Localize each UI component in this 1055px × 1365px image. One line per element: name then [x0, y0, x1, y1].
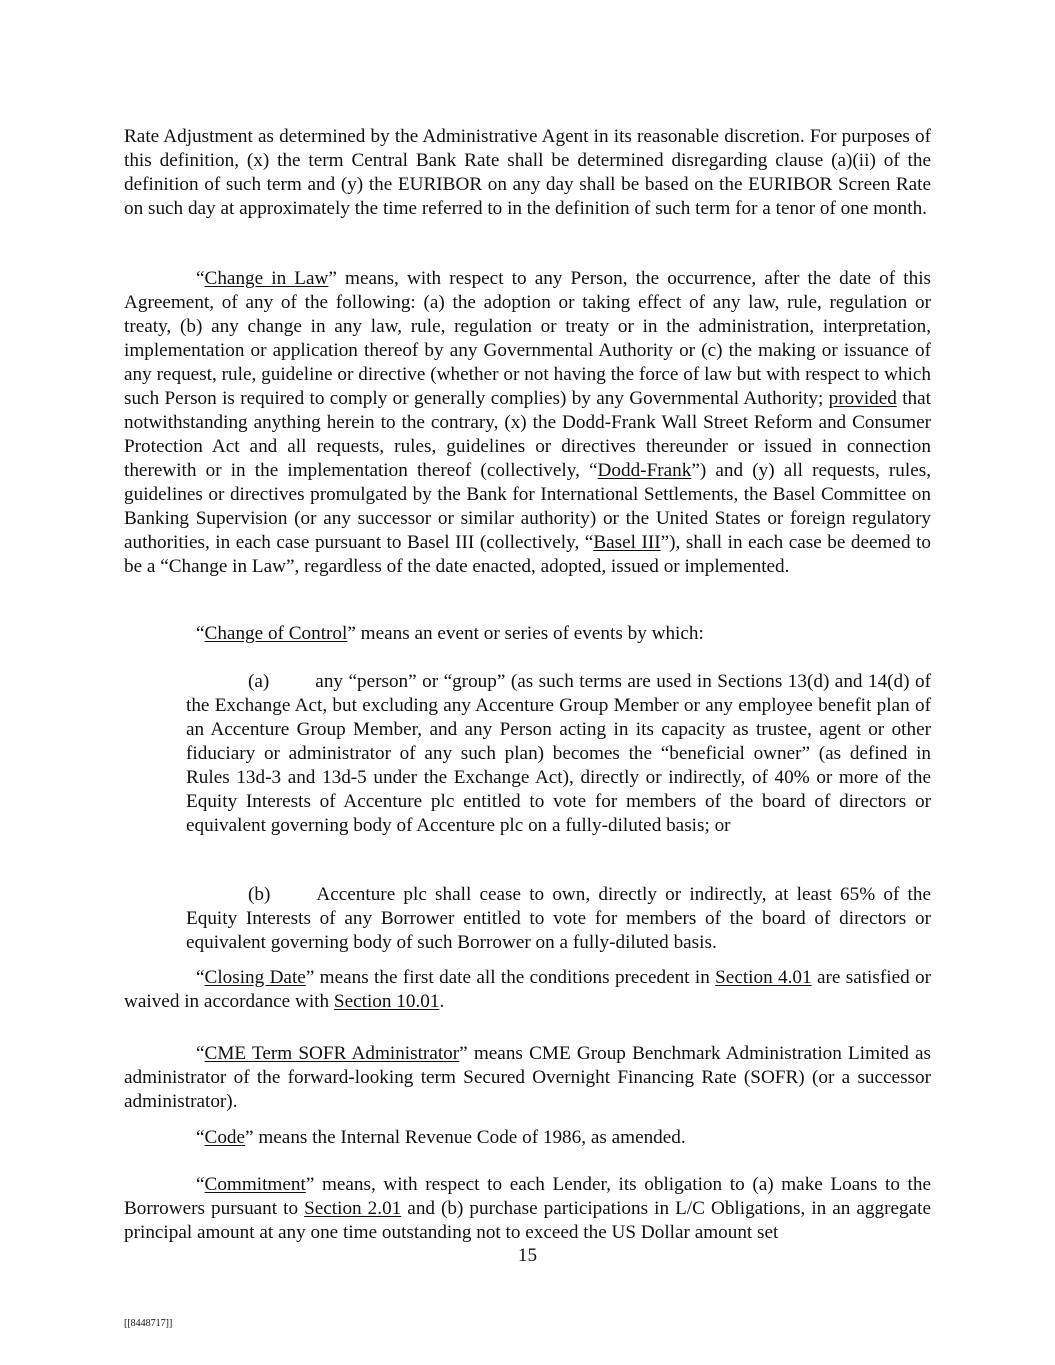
paragraph-text: “ [196, 1043, 205, 1064]
change-of-control-clause-b [186, 883, 931, 955]
paragraph-text: . [439, 991, 445, 1012]
change-of-control-clause-a [186, 670, 931, 838]
defined-term: Basel III [593, 532, 661, 553]
paragraph-text: ” means the first date all the conditions precedent in [305, 967, 716, 988]
paragraph-text: ” means CME Group Benchmark Administration Limited as administrator of the forward-looking term Secured Overnight Financing Rate (SOFR) (or a successor administrator). [124, 1043, 931, 1112]
paragraph-text: ”), shall in each case be deemed to be a “Change in Law”, regardless of the date enacted, adopted, issued or implemented. [124, 532, 931, 577]
defined-term: Closing Date [204, 967, 306, 988]
paragraph-text: ” means the Internal Revenue Code of 1986, as amended. [245, 1127, 686, 1148]
defined-term: Code [204, 1127, 246, 1148]
paragraph-text: and (b) purchase participations in L/C Obligations, in an aggregate principal amount at any one time outstanding not to exceed the US Dollar amount set [124, 1198, 931, 1243]
paragraph-text: “ [196, 1127, 205, 1148]
definition-code [124, 1126, 686, 1150]
document-id: [[8448717]] [124, 1318, 173, 1329]
paragraph-text: are satisfied or waived in accordance with [124, 967, 931, 1012]
defined-term: provided [828, 388, 897, 409]
paragraph-text: “ [196, 1174, 205, 1195]
defined-term: Change in Law [204, 268, 329, 289]
paragraph-text: any “person” or “group” (as such terms are used in Sections 13(d) and 14(d) of the Exchange Act, but excluding any Accenture Group Member or any employee benefit plan of an Accenture Group Member, and any Person acting in its capacity as trustee, agent or other fiduciary or administrator of any such plan) becomes the “beneficial owner” (as defined in Rules 13d-3 and 13d-5 under the Exchange Act), directly or indirectly, of 40% or more of the Equity Interests of Accenture plc entitled to vote for members of the board of directors or equivalent governing body of Accenture plc on a fully-diluted basis; or [186, 671, 931, 836]
definition-cme-term-sofr-administrator [124, 1042, 931, 1114]
paragraph-text: ” means an event or series of events by which: [347, 623, 704, 644]
defined-term: Change of Control [204, 623, 348, 644]
paragraph-text: ” means, with respect to any Person, the occurrence, after the date of this Agreement, of any of the following: (a) the adoption or taking effect of any law, rule, regulation or treaty, (b) any change in any law, rule, regulation or treaty or in the administration, interpretation, implementation or application thereof by any Governmental Authority or (c) the making or issuance of any request, rule, guideline or directive (whether or not having the force of law but with respect to which such Person is required to comply or generally complies) by any Governmental Authority; [124, 268, 931, 409]
paragraph-text: “ [196, 268, 205, 289]
clause-label: (a) [248, 671, 270, 692]
defined-term: Dodd-Frank [597, 460, 692, 481]
defined-term: Commitment [204, 1174, 306, 1195]
defined-term: Section 10.01 [333, 991, 440, 1012]
definition-change-in-law [124, 267, 931, 579]
definition-change-of-control [124, 622, 704, 646]
clause-label: (b) [248, 884, 271, 905]
page-number: 15 [517, 1245, 538, 1266]
defined-term: CME Term SOFR Administrator [204, 1043, 460, 1064]
paragraph-text: ”) and (y) all requests, rules, guidelines or directives promulgated by the Bank for International Settlements, the Basel Committee on Banking Supervision (or any successor or similar authority) or the United States or foreign regulatory authorities, in each case pursuant to Basel III (collectively, “ [124, 460, 931, 553]
paragraph-text: Accenture plc shall cease to own, directly or indirectly, at least 65% of the Equity Interests of any Borrower entitled to vote for members of the board of directors or equivalent governing body of such Borrower on a fully-diluted basis. [186, 884, 931, 953]
paragraph-text: “ [196, 967, 205, 988]
paragraph-text: Rate Adjustment as determined by the Administrative Agent in its reasonable discretion. For purposes of this definition, (x) the term Central Bank Rate shall be determined disregarding clause (a)(ii) of the definition of such term and (y) the EURIBOR on any day shall be based on the EURIBOR Screen Rate on such day at approximately the time referred to in the definition of such term for a tenor of one month. [124, 126, 931, 219]
definition-commitment [124, 1173, 931, 1245]
defined-term: Section 4.01 [715, 967, 812, 988]
defined-term: Section 2.01 [304, 1198, 402, 1219]
paragraph-rate-adjustment-continuation [124, 125, 931, 221]
paragraph-text: that notwithstanding anything herein to the contrary, (x) the Dodd-Frank Wall Street Reform and Consumer Protection Act and all requests, rules, guidelines or directives thereunder or issued in connection therewith or in the implementation thereof (collectively, “ [124, 388, 931, 481]
definition-closing-date [124, 966, 931, 1014]
paragraph-text: “ [196, 623, 205, 644]
paragraph-text: ” means, with respect to each Lender, its obligation to (a) make Loans to the Borrowers pursuant to [124, 1174, 931, 1219]
